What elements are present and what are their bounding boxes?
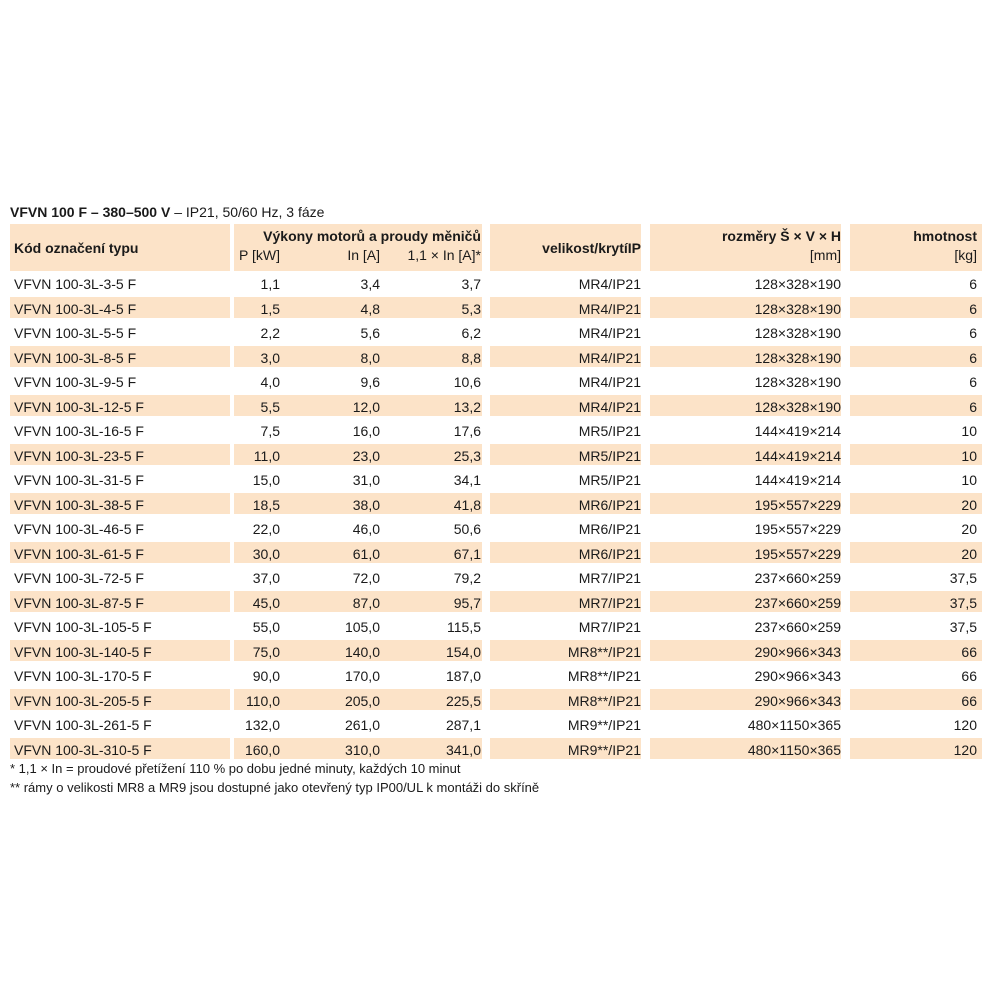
cell-weight: 6 [969,398,977,415]
cell-weight: 10 [961,423,977,439]
cell-power: 75,0 [252,643,280,660]
cell-dims: 195×557×229 [754,521,841,537]
cell-overload: 41,8 [453,496,481,513]
cell-dims: 128×328×190 [754,374,841,390]
cell-code: VFVN 100-3L-3-5 F [14,276,137,292]
cell-power: 15,0 [252,472,280,488]
header-size: velikost/krytíIP [542,240,641,256]
cell-code: VFVN 100-3L-46-5 F [14,521,144,537]
table-row [10,689,982,713]
table-row [10,517,982,541]
title-main: VFVN 100 F – 380–500 V [10,204,171,220]
cell-code: VFVN 100-3L-310-5 F [14,741,152,758]
cell-power: 132,0 [244,717,280,733]
header-current: In [A] [347,247,380,263]
cell-size: MR8**/IP21 [567,692,641,709]
cell-overload: 34,1 [453,472,481,488]
table-row [10,566,982,590]
header-overload: 1,1 × In [A]* [407,247,481,263]
cell-power: 160,0 [244,741,280,758]
table-title [10,204,324,220]
cell-current: 87,0 [352,594,380,611]
cell-current: 9,6 [360,374,380,390]
cell-weight: 20 [961,545,977,562]
cell-dims: 128×328×190 [754,398,841,415]
header-dims-unit: [mm] [809,247,841,263]
cell-current: 140,0 [344,643,380,660]
table-row [10,615,982,639]
cell-code: VFVN 100-3L-12-5 F [14,398,144,415]
cell-weight: 37,5 [949,594,977,611]
cell-size: MR5/IP21 [578,472,641,488]
cell-code: VFVN 100-3L-5-5 F [14,325,137,341]
cell-overload: 67,1 [453,545,481,562]
cell-overload: 115,5 [447,619,481,635]
cell-code: VFVN 100-3L-105-5 F [14,619,152,635]
cell-size: MR7/IP21 [578,619,641,635]
cell-overload: 6,2 [461,325,481,341]
cell-code: VFVN 100-3L-87-5 F [14,594,144,611]
cell-code: VFVN 100-3L-8-5 F [14,349,137,366]
cell-dims: 144×419×214 [754,472,841,488]
cell-overload: 10,6 [453,374,481,390]
table-row [10,321,982,345]
cell-weight: 120 [953,741,977,758]
cell-overload: 25,3 [453,447,481,464]
cell-dims: 290×966×343 [754,692,841,709]
cell-current: 61,0 [352,545,380,562]
cell-overload: 50,6 [453,521,481,537]
cell-dims: 144×419×214 [754,423,841,439]
cell-power: 1,1 [260,276,280,292]
cell-overload: 3,7 [461,276,481,292]
cell-code: VFVN 100-3L-16-5 F [14,423,144,439]
table-row [10,468,982,492]
cell-current: 4,8 [360,300,380,317]
header-dims: rozměry Š × V × H [721,228,841,244]
cell-power: 2,2 [260,325,280,341]
cell-current: 205,0 [344,692,380,709]
cell-current: 46,0 [352,521,380,537]
cell-size: MR4/IP21 [578,300,641,317]
cell-power: 5,5 [260,398,280,415]
cell-overload: 154,0 [445,643,481,660]
cell-overload: 225,5 [445,692,481,709]
cell-code: VFVN 100-3L-38-5 F [14,496,144,513]
cell-dims: 128×328×190 [754,349,841,366]
cell-overload: 79,2 [453,570,481,586]
cell-dims: 480×1150×365 [747,717,841,733]
cell-dims: 290×966×343 [754,643,841,660]
cell-dims: 237×660×259 [754,619,841,635]
cell-power: 3,0 [260,349,280,366]
cell-size: MR6/IP21 [578,545,641,562]
cell-overload: 13,2 [453,398,481,415]
cell-weight: 6 [969,374,977,390]
cell-overload: 95,7 [453,594,481,611]
table-row [10,346,982,370]
cell-current: 170,0 [344,668,380,684]
cell-size: MR8**/IP21 [567,643,641,660]
cell-weight: 20 [961,521,977,537]
table-row [10,713,982,737]
cell-current: 72,0 [352,570,380,586]
cell-size: MR9**/IP21 [567,717,641,733]
cell-current: 23,0 [352,447,380,464]
cell-size: MR9**/IP21 [567,741,641,758]
footnote-1: * 1,1 × In = proudové přetížení 110 % po dobu jedné minuty, každých 10 minut [10,761,461,776]
cell-weight: 66 [961,643,977,660]
cell-current: 38,0 [352,496,380,513]
header-weight-unit: [kg] [954,247,977,263]
cell-weight: 10 [961,472,977,488]
cell-dims: 237×660×259 [754,570,841,586]
cell-overload: 187,0 [445,668,481,684]
cell-current: 105,0 [344,619,380,635]
cell-overload: 287,1 [445,717,481,733]
cell-current: 8,0 [360,349,380,366]
cell-power: 55,0 [252,619,280,635]
cell-size: MR5/IP21 [578,447,641,464]
cell-dims: 195×557×229 [754,496,841,513]
cell-size: MR5/IP21 [578,423,641,439]
table-row [10,444,982,468]
cell-code: VFVN 100-3L-9-5 F [14,374,137,390]
cell-code: VFVN 100-3L-31-5 F [14,472,144,488]
cell-power: 30,0 [252,545,280,562]
cell-size: MR4/IP21 [578,374,641,390]
cell-dims: 237×660×259 [754,594,841,611]
header-power: P [kW] [239,247,280,263]
cell-size: MR8**/IP21 [567,668,641,684]
table-row [10,738,982,762]
cell-power: 37,0 [252,570,280,586]
cell-code: VFVN 100-3L-205-5 F [14,692,152,709]
header-weight: hmotnost [913,228,977,244]
cell-size: MR6/IP21 [578,521,641,537]
title-rest: – IP21, 50/60 Hz, 3 fáze [170,204,325,220]
cell-weight: 10 [961,447,977,464]
header-code: Kód označení typu [14,240,139,256]
header-group: Výkony motorů a proudy měničů [263,228,481,244]
cell-current: 3,4 [360,276,380,292]
cell-overload: 5,3 [461,300,481,317]
cell-size: MR4/IP21 [578,325,641,341]
cell-weight: 66 [961,692,977,709]
cell-current: 31,0 [352,472,380,488]
cell-dims: 480×1150×365 [747,741,841,758]
cell-current: 261,0 [344,717,380,733]
table-row [10,542,982,566]
table-row [10,395,982,419]
cell-weight: 37,5 [949,570,977,586]
cell-current: 12,0 [352,398,380,415]
cell-current: 16,0 [352,423,380,439]
cell-weight: 66 [961,668,977,684]
cell-power: 4,0 [260,374,280,390]
table-row [10,370,982,394]
cell-size: MR4/IP21 [578,398,641,415]
table-row [10,640,982,664]
cell-overload: 17,6 [453,423,481,439]
table-row [10,591,982,615]
cell-power: 18,5 [252,496,280,513]
cell-code: VFVN 100-3L-4-5 F [14,300,137,317]
cell-weight: 6 [969,276,977,292]
table-row [10,419,982,443]
cell-weight: 6 [969,300,977,317]
cell-code: VFVN 100-3L-72-5 F [14,570,144,586]
cell-current: 5,6 [360,325,380,341]
cell-code: VFVN 100-3L-140-5 F [14,643,152,660]
table-row [10,272,982,296]
cell-size: MR4/IP21 [578,276,641,292]
table-row [10,664,982,688]
cell-size: MR7/IP21 [578,570,641,586]
cell-size: MR4/IP21 [578,349,641,366]
cell-dims: 128×328×190 [754,300,841,317]
cell-power: 90,0 [252,668,280,684]
cell-power: 22,0 [252,521,280,537]
cell-weight: 37,5 [949,619,977,635]
cell-code: VFVN 100-3L-170-5 F [14,668,152,684]
cell-code: VFVN 100-3L-23-5 F [14,447,144,464]
cell-dims: 290×966×343 [754,668,841,684]
cell-code: VFVN 100-3L-61-5 F [14,545,144,562]
footnote-2: ** rámy o velikosti MR8 a MR9 jsou dostupné jako otevřený typ IP00/UL k montáži do skříně [10,780,540,795]
cell-dims: 195×557×229 [754,545,841,562]
cell-overload: 8,8 [461,349,481,366]
cell-power: 110,0 [246,692,280,709]
cell-weight: 6 [969,349,977,366]
cell-weight: 20 [961,496,977,513]
cell-dims: 144×419×214 [754,447,841,464]
cell-overload: 341,0 [445,741,481,758]
cell-size: MR7/IP21 [578,594,641,611]
cell-weight: 6 [969,325,977,341]
cell-power: 11,0 [253,447,280,464]
cell-dims: 128×328×190 [754,276,841,292]
cell-dims: 128×328×190 [754,325,841,341]
cell-size: MR6/IP21 [578,496,641,513]
cell-weight: 120 [953,717,977,733]
cell-code: VFVN 100-3L-261-5 F [14,717,152,733]
cell-power: 1,5 [260,300,280,317]
table-row [10,493,982,517]
cell-power: 45,0 [252,594,280,611]
cell-power: 7,5 [260,423,280,439]
table-row [10,297,982,321]
cell-current: 310,0 [344,741,380,758]
